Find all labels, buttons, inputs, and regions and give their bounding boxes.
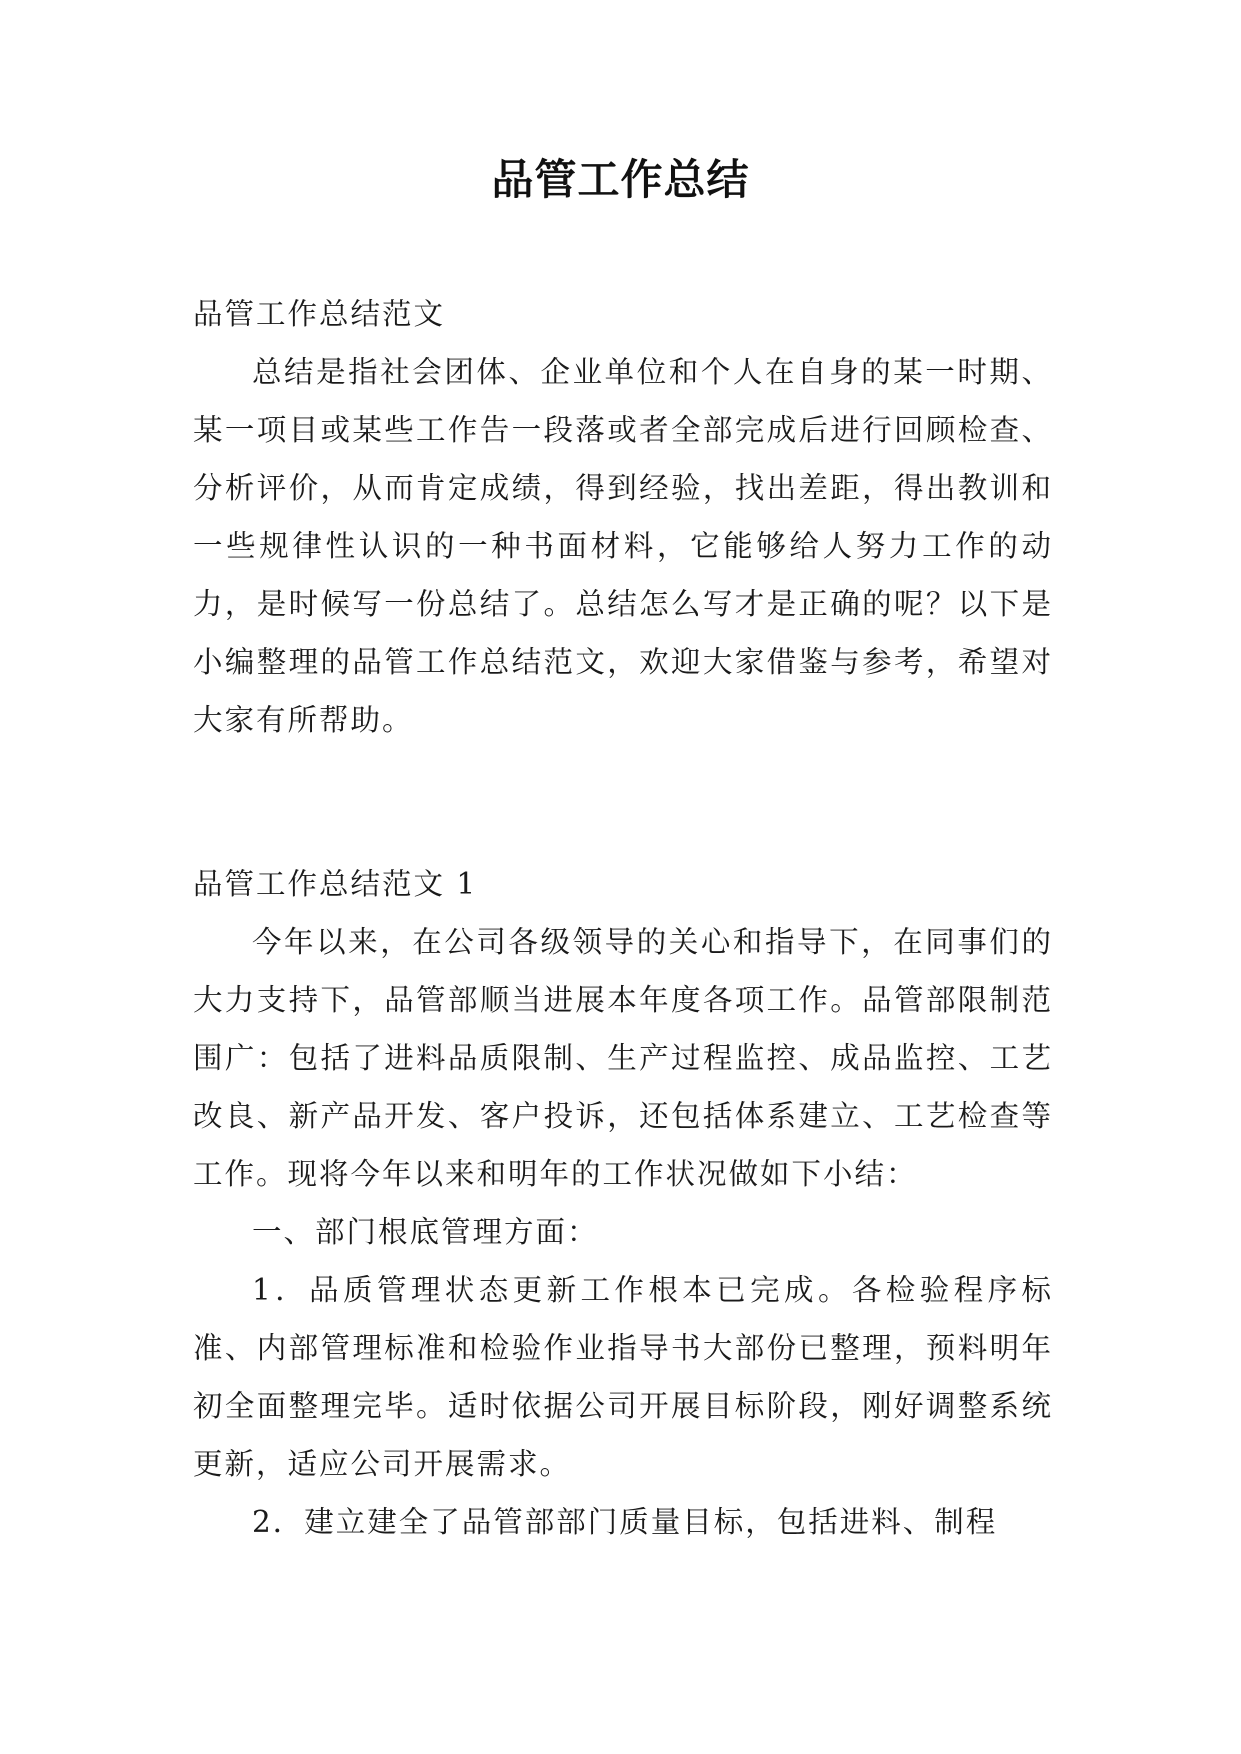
section-intro	[193, 285, 1053, 749]
section-sample-1	[193, 855, 1053, 1551]
intro-paragraph: 总结是指社会团体、企业单位和个人在自身的某一时期、某一项目或某些工作告一段落或者全部完成后进行回顾检查、分析评价，从而肯定成绩，得到经验，找出差距，得出教训和一些规律性认识的一种书面材料，它能够给人努力工作的动力，是时候写一份总结了。总结怎么写才是正确的呢？以下是小编整理的品管工作总结范文，欢迎大家借鉴与参考，希望对大家有所帮助。	[193, 355, 1053, 737]
sample-1-paragraph-item-2: 2．建立建全了品管部部门质量目标，包括进料、制程	[252, 1505, 998, 1539]
sample-1-paragraph-item-1: 1．品质管理状态更新工作根本已完成。各检验程序标准、内部管理标准和检验作业指导书大部份已整理，预料明年初全面整理完毕。适时依据公司开展目标阶段，刚好调整系统更新，适应公司开展需求。	[193, 1273, 1053, 1481]
sample-1-paragraph-overview: 今年以来，在公司各级领导的关心和指导下，在同事们的大力支持下，品管部顺当进展本年度各项工作。品管部限制范围广：包括了进料品质限制、生产过程监控、成品监控、工艺改良、新产品开发、客户投诉，还包括体系建立、工艺检查等工作。现将今年以来和明年的工作状况做如下小结：	[193, 925, 1053, 1191]
section-heading-sample-1: 品管工作总结范文 1	[193, 867, 478, 901]
sample-1-subheading-management: 一、部门根底管理方面：	[252, 1215, 599, 1249]
document-title: 品管工作总结	[491, 155, 750, 204]
section-heading-intro: 品管工作总结范文	[193, 297, 446, 331]
